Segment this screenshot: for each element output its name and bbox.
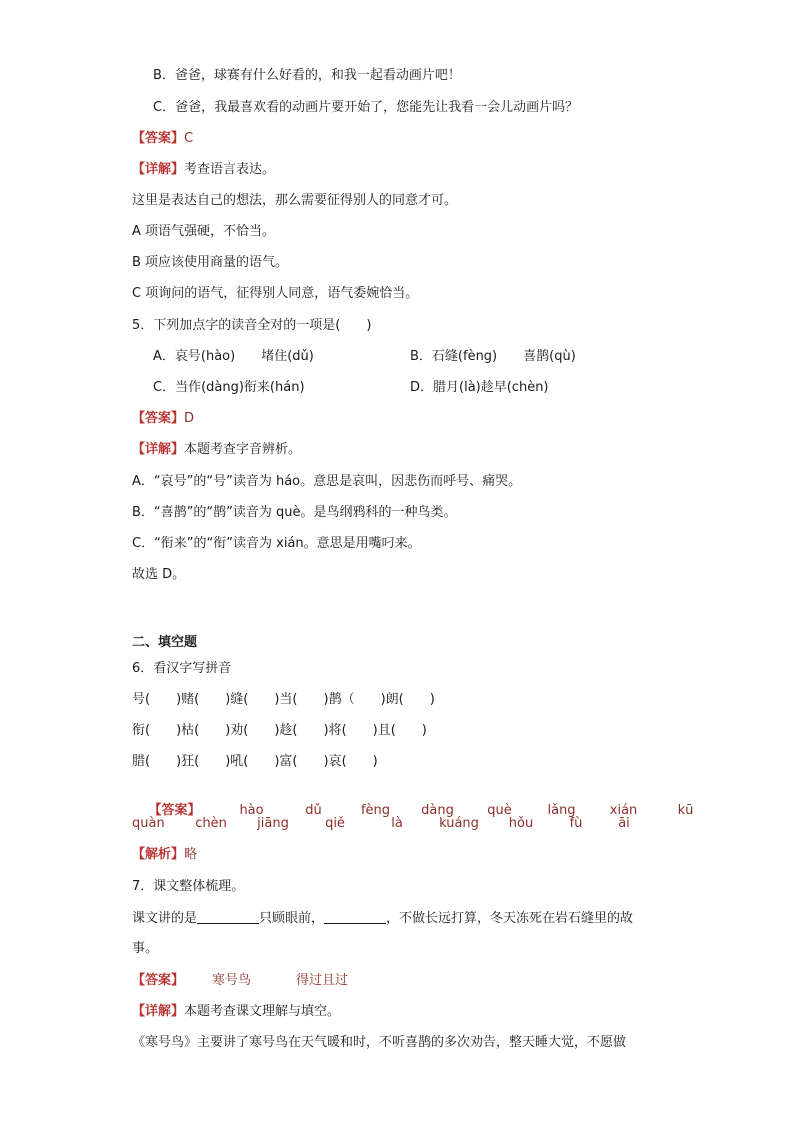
pinyin-answer: dǔ [305, 803, 322, 818]
q5-explain-a: A．“哀号”的“号”读音为 háo。意思是哀叫，因悲伤而呼号、痛哭。 [132, 474, 522, 489]
answer-value: C [184, 131, 194, 146]
detail-text: 本题考查课文理解与填空。 [184, 1004, 341, 1019]
pinyin-answer: qiě [325, 816, 345, 831]
pinyin-answer: fù [569, 816, 583, 831]
pinyin-answer: āi [618, 816, 630, 831]
q7-stem: 7．课文整体梳理。 [132, 879, 245, 894]
q7-fill-sentence-end: 事。 [132, 941, 159, 956]
pinyin-answer: kū [677, 803, 694, 818]
q7-fill-sentence [132, 909, 633, 928]
q7-summary: 《寒号鸟》主要讲了寒号鸟在天气暖和时，不听喜鹊的多次劝告，整天睡大觉，不愿做 [132, 1035, 627, 1050]
section-title: 二、填空题 [132, 635, 198, 650]
pinyin-answer: quàn [132, 816, 165, 831]
q4-option-b: B．爸爸，球赛有什么好看的，和我一起看动画片吧！ [153, 68, 461, 83]
analysis-text: 略 [184, 847, 198, 862]
detail-tag: 【详解】 [132, 1004, 185, 1019]
answer-tag: 【答案】 [132, 973, 185, 988]
pinyin-answer: chèn [195, 816, 227, 831]
pinyin-answer: què [487, 803, 512, 818]
answer-tag: 【答案】 [132, 131, 185, 146]
q5-answer [132, 410, 194, 428]
pinyin-answer: kuáng [439, 816, 479, 831]
q4-explain-4: C 项询问的语气，征得别人同意，语气委婉恰当。 [132, 286, 419, 301]
q5-explain-c: C．“衔来”的“衔”读音为 xián。意思是用嘴叼来。 [132, 536, 421, 551]
q6-row-2: 衔( )枯( )劝( )趁( )将( )且( ) [132, 723, 427, 738]
q5-option-d: D．腊月(là)趁早(chèn) [410, 380, 549, 395]
q4-explain-2: A 项语气强硬，不恰当。 [132, 224, 276, 239]
pinyin-answer: hǒu [508, 816, 534, 831]
q7-detail [132, 1003, 340, 1021]
q4-explain-1: 这里是表达自己的想法，那么需要征得别人的同意才可。 [132, 193, 458, 208]
q4-answer [132, 130, 193, 148]
q6-answer-row-2 [132, 815, 648, 833]
pinyin-answer: xián [609, 803, 638, 818]
pinyin-answer: hào [239, 803, 264, 818]
pinyin-answer: lǎng [547, 803, 576, 818]
fill-blank-1[interactable] [197, 909, 259, 924]
detail-tag: 【详解】 [132, 442, 185, 457]
pinyin-answer: là [391, 816, 403, 831]
q6-row-1: 号( )赌( )缝( )当( )鹊（ )朗( ) [132, 692, 435, 707]
answer-value: D [184, 411, 195, 426]
q5-stem: 5．下列加点字的读音全对的一项是( ) [132, 318, 372, 333]
q7-answer [132, 972, 348, 990]
q5-detail [132, 441, 301, 459]
q6-stem: 6．看汉字写拼音 [132, 661, 232, 676]
answer-tag: 【答案】 [132, 411, 185, 426]
answer-value-2: 得过且过 [296, 973, 349, 988]
fill-blank-2[interactable] [324, 909, 386, 924]
answer-tag: 【答案】 [148, 803, 201, 818]
pinyin-answer: fèng [360, 803, 391, 818]
q4-option-c: C．爸爸，我最喜欢看的动画片要开始了，您能先让我看一会儿动画片吗？ [153, 100, 579, 115]
q5-option-c: C．当作(dàng)衔来(hán) [153, 380, 305, 395]
q6-analysis [132, 846, 197, 864]
q5-conclusion: 故选 D。 [132, 567, 186, 582]
detail-text: 考查语言表达。 [184, 162, 276, 177]
answer-value-1: 寒号鸟 [212, 973, 252, 988]
sentence-part: ，不做长远打算，冬天冻死在岩石缝里的故 [386, 911, 634, 926]
detail-text: 本题考查字音辨析。 [184, 442, 302, 457]
q5-option-b: B．石缝(fèng) 喜鹊(qù) [410, 349, 576, 364]
sentence-part: 只顾眼前， [259, 911, 325, 926]
q4-detail [132, 161, 275, 179]
pinyin-answer: jiāng [257, 816, 289, 831]
sentence-part: 课文讲的是 [132, 911, 198, 926]
detail-tag: 【详解】 [132, 162, 185, 177]
analysis-tag: 【解析】 [132, 847, 185, 862]
q5-option-a: A．哀号(hào) 堵住(dǔ) [153, 349, 314, 364]
q6-row-3: 腊( )狂( )吼( )富( )哀( ) [132, 754, 378, 769]
q4-explain-3: B 项应该使用商量的语气。 [132, 255, 289, 270]
pinyin-answer: dàng [421, 803, 454, 818]
q5-explain-b: B．“喜鹊”的“鹊”读音为 què。是鸟纲鸦科的一种鸟类。 [132, 505, 457, 520]
